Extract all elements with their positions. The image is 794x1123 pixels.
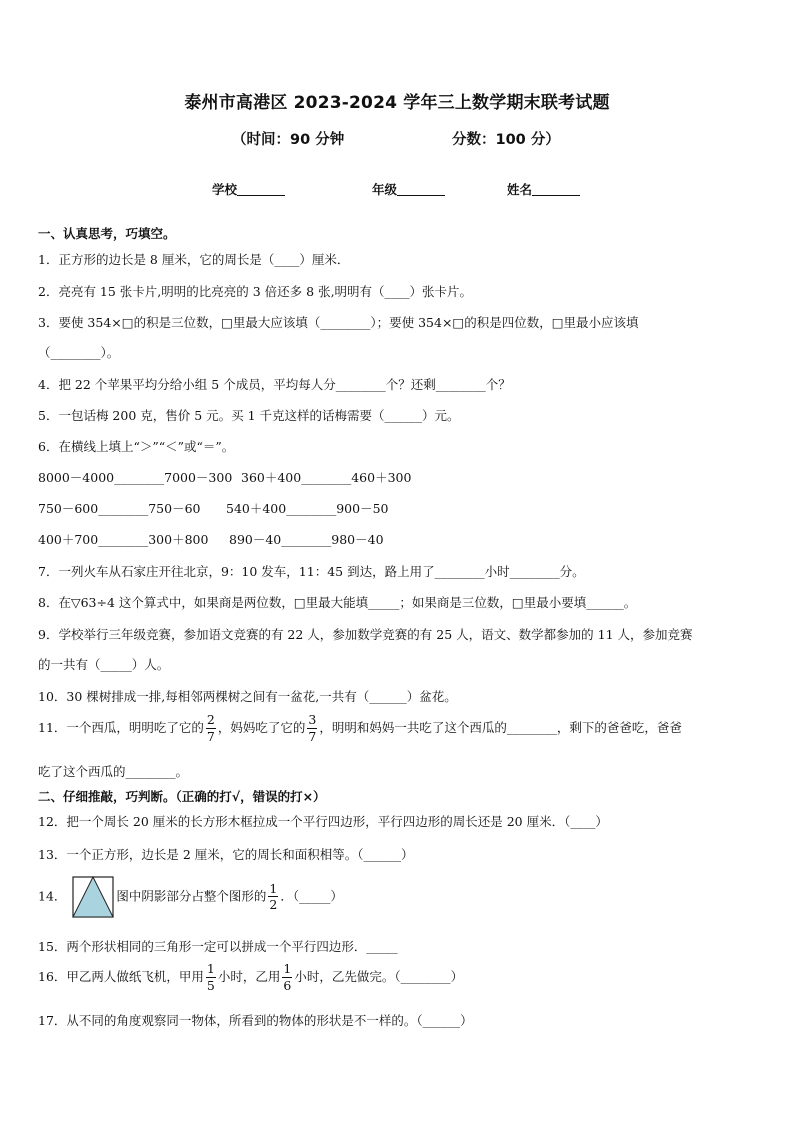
section-1-heading: 一、认真思考，巧填空。 xyxy=(38,226,176,241)
name-field xyxy=(507,180,580,198)
fraction xyxy=(307,714,317,743)
compare-expression: 400＋700________300＋800 xyxy=(38,532,209,547)
exam-score: 分数：100 分） xyxy=(452,132,560,148)
question-2: 2．亮亮有 15 张卡片,明明的比亮亮的 3 倍还多 8 张,明明有（____）张卡片。 xyxy=(38,284,473,299)
school-label: 学校 xyxy=(212,182,238,197)
question-5: 5．一包话梅 200 克，售价 5 元。买 1 千克这样的话梅需要（______）元。 xyxy=(38,408,460,423)
question-11-text: ，妈妈吃了它的 xyxy=(217,720,306,735)
fraction-denominator: 6 xyxy=(283,977,292,993)
question-16-text: 16．甲乙两人做纸飞机，甲用 xyxy=(38,969,204,984)
fraction-numerator: 1 xyxy=(269,880,278,896)
question-12: 12．把一个周长 20 厘米的长方形木框拉成一个平行四边形，平行四边形的周长还是 20 厘米．（____） xyxy=(38,814,608,829)
fraction-denominator: 2 xyxy=(269,897,278,912)
question-17: 17．从不同的角度观察同一物体，所看到的物体的形状是不一样的。（______） xyxy=(38,1013,473,1028)
section-2-heading: 二、仔细推敲，巧判断。（正确的打√，错误的打×） xyxy=(38,789,326,804)
question-7: 7．一列火车从石家庄开往北京，9：10 发车，11：45 到达，路上用了________小时________分。 xyxy=(38,564,585,579)
question-15: 15．两个形状相同的三角形一定可以拼成一个平行四边形．_____ xyxy=(38,939,398,954)
fraction-numerator: 2 xyxy=(206,712,215,727)
fraction-denominator: 5 xyxy=(206,977,215,993)
school-field xyxy=(212,180,285,198)
fraction-numerator: 1 xyxy=(283,961,292,976)
compare-expression: 890－40________980－40 xyxy=(229,532,384,547)
school-blank xyxy=(237,183,285,196)
fraction-denominator: 7 xyxy=(206,728,215,744)
fraction-numerator: 3 xyxy=(308,712,317,727)
fraction xyxy=(268,880,278,912)
question-13: 13．一个正方形，边长是 2 厘米，它的周长和面积相等。（______） xyxy=(38,847,414,862)
exam-time: （时间：90 分钟 xyxy=(232,132,345,148)
question-16-text: 小时，乙用 xyxy=(217,969,281,984)
question-9-line-1: 9．学校举行三年级竞赛，参加语文竞赛的有 22 人，参加数学竞赛的有 25 人，语文、数学都参加的 11 人，参加竞赛 xyxy=(38,627,693,642)
shaded-triangle-figure xyxy=(72,876,114,918)
grade-blank xyxy=(397,183,445,196)
question-16-text: 小时，乙先做完。（________） xyxy=(294,969,464,984)
fraction-denominator: 7 xyxy=(308,728,317,744)
question-9-line-2: 的一共有（_____）人。 xyxy=(38,657,170,672)
page-title: 泰州市高港区 2023-2024 学年三上数学期末联考试题 xyxy=(184,93,610,113)
question-14-number: 14． xyxy=(38,888,67,904)
compare-expression: 360＋400________460＋300 xyxy=(241,470,412,485)
question-10: 10．30 棵树排成一排,每相邻两棵树之间有一盆花,一共有（______）盆花。 xyxy=(38,689,457,704)
question-4: 4．把 22 个苹果平均分给小组 5 个成员，平均每人分________个？还剩________个？ xyxy=(38,377,511,392)
question-11-line-2: 吃了这个西瓜的________。 xyxy=(38,764,189,779)
name-blank xyxy=(532,183,580,196)
question-6: 6．在横线上填上“＞”“＜”或“＝”。 xyxy=(38,439,235,454)
fraction-numerator: 1 xyxy=(206,961,215,976)
question-3-line-1: 3．要使 354×□的积是三位数，□里最大应该填（________）；要使 354×□的积是四位数，□里最小应该填 xyxy=(38,315,639,330)
question-14 xyxy=(38,876,343,918)
compare-expression: 750－600________750－60 xyxy=(38,501,201,516)
name-label: 姓名 xyxy=(507,182,533,197)
question-14-text: 图中阴影部分占整个图形的 xyxy=(116,888,267,904)
question-3-line-2: （________）。 xyxy=(38,345,120,360)
grade-label: 年级 xyxy=(372,182,398,197)
question-14-answer: ．（_____） xyxy=(280,888,343,904)
question-11-line-1 xyxy=(38,714,682,743)
question-8: 8．在▽63÷4 这个算式中，如果商是两位数，□里最大能填_____；如果商是三位数，□里最小要填______。 xyxy=(38,595,637,610)
question-16 xyxy=(38,963,463,992)
fraction xyxy=(206,963,216,992)
question-11-text: ，明明和妈妈一共吃了这个西瓜的________，剩下的爸爸吃，爸爸 xyxy=(319,720,682,735)
question-11-text: 11．一个西瓜，明明吃了它的 xyxy=(38,720,204,735)
compare-expression: 8000－4000________7000－300 xyxy=(38,470,233,485)
fraction xyxy=(282,963,292,992)
fraction xyxy=(206,714,216,743)
compare-expression: 540＋400________900－50 xyxy=(226,501,389,516)
grade-field xyxy=(372,180,445,198)
question-1: 1．正方形的边长是 8 厘米，它的周长是（____）厘米． xyxy=(38,252,350,267)
